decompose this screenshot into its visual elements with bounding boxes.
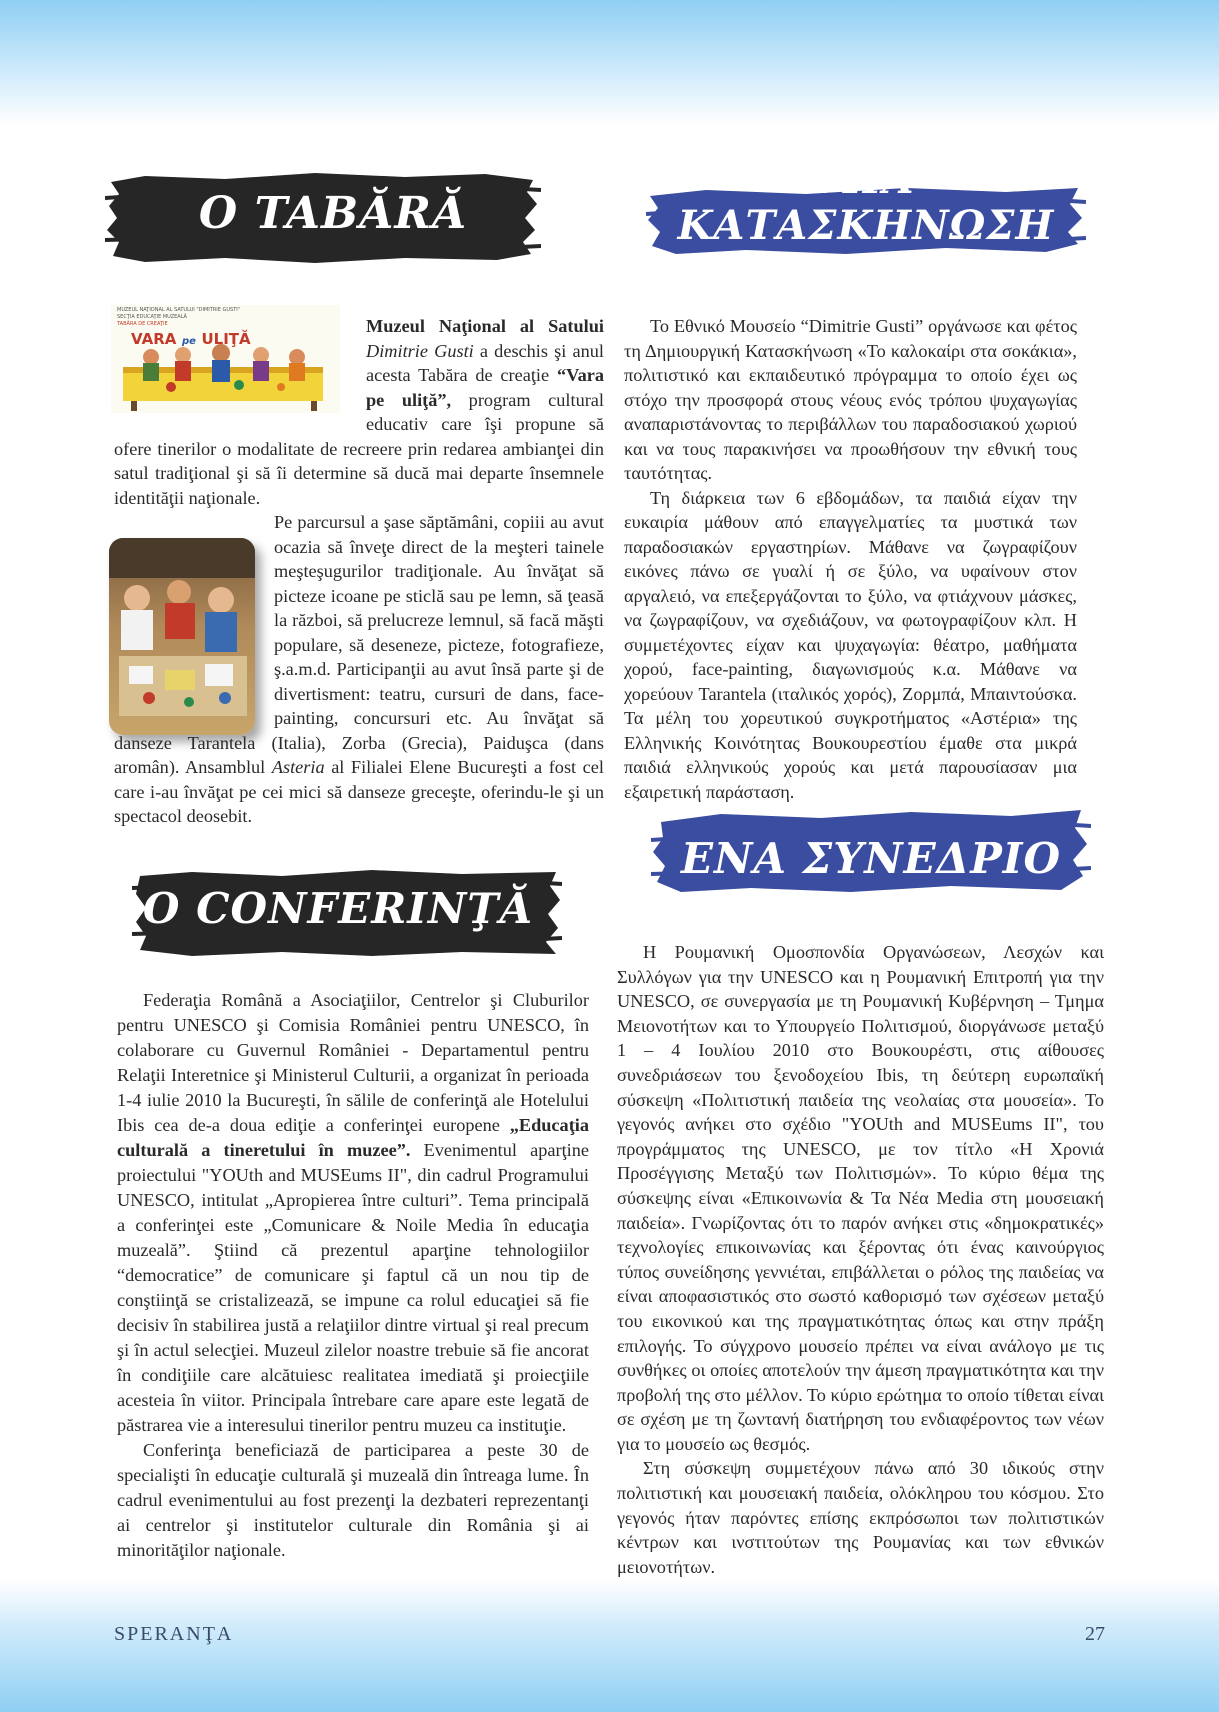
gr-synedrio-paragraph-2: Στη σύσκεψη συμμετέχουν πάνω από 30 ιδικούς στην πολιτιστική και μουσειακή παιδεία, ολόκληρου του κόσμου. Στο γεγονός ήταν παρόντες επίσης εκπρόσωποι των πολιτιστικών κέντρων και ινστιτούτων της Ρουμανίας και των εθνικών μειονοτήτων. — [617, 1458, 1104, 1577]
ro-conferinta-p1-b: Evenimentul aparţine proiectului "YOUth and MUSEums II", din cadrul Programului UNESCO, intitulat „Apropierea între culturi”. Tema principală a conferinţei este „Comunicare & Noile Media în educaţia muzeală”. Ştiind că prezentul aparţine tehnologiilor “democratice” de comunicare şi faptul că un nou tip de conştiinţă se cristalizează, se impune ca rolul educaţiei să fie decisiv în stabilirea justă a relaţiilor dintre virtual şi real precum şi în actul selecţiei. Muzeul zilelor noastre trebuie să fie ancorat în condiţiile care alcătuiesc realitatea imediată şi proiecţiile acesteia în viitor. Principala întrebare care apare este legată de păstrarea vie a interesului tinerilor pentru muzeu ca instituţie. — [117, 1140, 589, 1435]
page-number: 27 — [1085, 1623, 1105, 1645]
ro-conferinta-paragraph-2: Conferinţa beneficiază de participarea a peste 30 de specialişti în educaţie culturală şi muzeală din întreaga lume. În cadrul evenimentului au fost prezenţi la dezbateri reprezentanţi ai centrelor şi institutelor culturale din România şi ai minorităţilor naţionale. — [117, 1440, 589, 1560]
gr-synedrio-paragraph-1: Η Ρουμανική Ομοσπονδία Οργανώσεων, Λεσχών και Συλλόγων για την UNESCO και η Ρουμανική Επιτροπή για την UNESCO, σε συνεργασία με τη Ρουμανική Κυβέρνηση – Τμημα Μειονοτήτων και το Υπουργείο Πολιτισμού, διοργάνωσε μεταξύ 1 – 4 Ιουλίου 2010 στο Βουκουρέστι, στις αίθουσες συνεδριάσεων του ξενοδοχείου Ibis, τη δεύτερη ευρωπαϊκή σύσκεψη «Πολιτιστική παιδεία της νεολαίας στα μουσεία». Το γεγονός ανήκει στο σχέδιο "YOUth and MUSEums II", του προγράμματος της UNESCO, με τον τίτλο «Η Χρονιά Προσέγγισης Μεταξύ των Πολιτισμών». Το κύριο θέμα της σύσκεψης είναι «Επικοινωνία & Τα Νέα Media στη μουσειακή παιδεία». Γνωρίζοντας ότι το παρόν ανήκει στις «δημοκρατικές» τεχνολογίες επικοινωνίας και ξέροντας ότι ένας καινούργιος τύπος συνείδησης γεννιέται, επιβάλλεται ο ρόλος της παιδείας να είναι αποφασιστικός στο σωστό καθορισμό των σχέσεων μεταξύ του εικονικού και της πραγματικότητας όπως και στην πράξη επιλογής. Το σύγχρονο μουσείο πρέπει να είναι ανάλογο με τις συνθήκες οι οποίες αποτελούν την άμεση πραγματικότητα και την προβολή της στο μέλλον. Το κύριο ερώτημα το οποίο τίθεται είναι σε σχέση με τη ζωντανή διατήρηση του ενδιαφέροντος των νέων για το μουσείο ως θεσμός. — [617, 942, 1104, 1454]
conference-title: „Educaţia culturală a tineretului în muzee”. — [117, 1115, 589, 1160]
poster-title-pe: pe — [181, 336, 196, 347]
banner-title-line2: ΚΑΤΑΣΚΗΝΩΣΗ — [677, 202, 1055, 249]
banner-ena-synedrio — [651, 800, 1091, 912]
camp-title: “Vara pe uliţă”, — [366, 365, 604, 410]
ro-tabara-text — [114, 314, 604, 829]
banner-title: O TABĂRĂ — [198, 188, 468, 239]
gr-kataskinosi-paragraph-2: Τη διάρκεια των 6 εβδομάδων, τα παιδιά είχαν την ευκαιρία μάθουν από επαγγελματίες τα μυστικά των παραδοσιακών εργαστηρίων. Μάθανε να ζωγραφίζουν εικόνες πάνω σε γυαλί ή σε ξύλο, να υφαίνουν στον αργαλειό, να επεξεργάζονται το ξύλο, να φτιάχνουν μάσκες, να ζωγραφίζουν, να σχεδιάζουν, να φωτογραφίζουν κλπ. Η συμμετέχοντες είχαν και ψυχαγωγία: θέατρο, μαθήματα χορού, face-painting, διαγωνισμούς κ.α. Μάθανε να χορεύουν Tarantela (ιταλικός χορός), Ζορμπά, Μπαιντούσκα. Τα μέλη του χορευτικού συγκροτήματος «Αστέρια» της Ελληνικής Κοινότητας Βουκουρεστίου έμαθε στα μικρά παιδιά ελληνικούς χορούς και μετά παρουσίασαν μια εξαιρετική παράσταση. — [624, 487, 1077, 802]
float-spacer-poster — [114, 314, 366, 414]
ro-conferinta-text — [117, 988, 589, 1563]
poster-header-line-2: SECŢIA EDUCAŢIE MUZEALĂ — [117, 314, 187, 320]
lead-museum-person: Dimitrie Gusti — [366, 340, 474, 361]
gr-kataskinosi-paragraph-1: Το Εθνικό Μουσείο “Dimitrie Gusti” οργάνωσε και φέτος τη Δημιουργική Κατασκήνωση «Το καλοκαίρι στα σοκάκια», πολιτιστικό και εκπαιδευτικό πρόγραμμα το οποίο έχει ως στόχο την προσφορά στους νέους ενός τρόπου ψυχαγωγίας αναπαριστάνοντας το περιβάλλων του παραδοσιακού χωριού και να τους παρακινήσει να προωθήσουν την εθνική τους ταυτότητας. — [624, 316, 1077, 483]
banner-title-line1: ΜΙΑ — [817, 156, 915, 203]
float-spacer-photo — [114, 510, 274, 724]
lead-museum-name: Muzeul Naţional al Satului — [366, 316, 604, 336]
banner-o-tabara — [105, 168, 541, 268]
ro-tabara-p2-a: Pe parcursul a şase săptămâni, copiii au avut ocazia să înveţe direct de la meşteri tainele meşteşugurilor tradiţionale. Au învăţat să picteze icoane pe sticlă sau pe lemn, să ţeasă la război, să prelucreze lemnul, să facă măşti populare, să deseneze, picteze, fotografieze, ş.a.m.d. Participanţii au avut însă parte şi de divertisment: teatru, cursuri de dans, face-painting, concursuri etc. Au învăţat să danseze Tarantela (Italia), Zorba (Grecia), Paiduşca (dans aromân). Ansamblul — [114, 512, 604, 777]
banner-o-conferinta — [132, 864, 562, 960]
ro-tabara-p2-b: al Filialei Elene Bucureşti a fost cel care i-au învăţat pe cei mici să danseze greceşte, oferindu-le şi un spectacol deosebit. — [114, 757, 604, 826]
ro-conferinta-paragraph-1 — [117, 988, 589, 1438]
banner-mia-kataskinosi — [646, 158, 1086, 266]
ro-tabara-part2: program cultural educativ care îşi propune să ofere tinerilor o modalitate de recreere prin redarea ambianţei din satul tradiţional şi să îi determine să ducă mai departe însemnele identităţii naţionale. — [114, 389, 604, 508]
gr-synedrio-text — [617, 940, 1104, 1579]
banner-title: ΕΝΑ ΣΥΝΕΔΡΙΟ — [680, 834, 1062, 883]
ro-tabara-part1: a deschis şi anul acesta Tabăra de creaţie — [366, 340, 604, 385]
poster-title-ulita: ULIŢĂ — [201, 330, 251, 348]
poster-title-vara: VARA — [131, 330, 177, 348]
gr-kataskinosi-text — [624, 314, 1077, 804]
magazine-name: SPERANŢA — [114, 1623, 234, 1645]
banner-title: O CONFERINŢĂ — [142, 884, 534, 933]
poster-header-line-3: TABĂRA DE CREAŢIE — [117, 321, 168, 327]
poster-header-line-1: MUZEUL NAŢIONAL AL SATULUI "DIMITRIE GUSTI" — [117, 307, 241, 313]
ro-conferinta-p1-a: Federaţia Română a Asociaţiilor, Centrelor şi Cluburilor pentru UNESCO şi Comisia României pentru UNESCO, în colaborare cu Guvernul României - Departamentul pentru Relaţii Interetnice şi Ministerul Culturii, a organizat în perioada 1-4 iulie 2010 la Bucureşti, în sălile de conferinţă ale Hotelului Ibis cea de-a doua ediţie a conferinţei europene — [117, 990, 589, 1135]
ansamblul-name: Asteria — [271, 757, 325, 777]
